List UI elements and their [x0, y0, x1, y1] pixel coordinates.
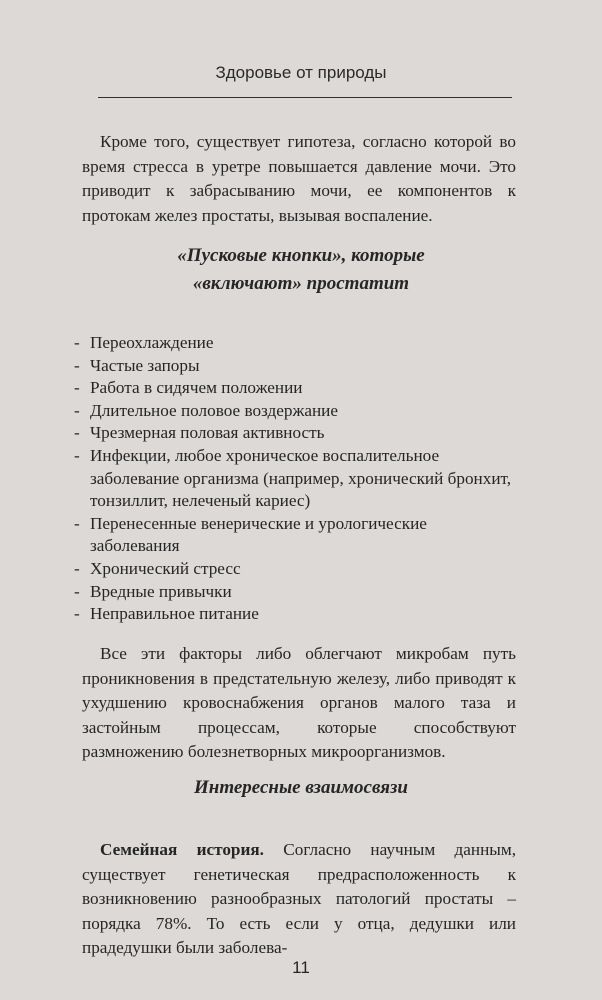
list-item-text: Неправильное питание [90, 604, 259, 624]
list-item-text: Частые запоры [90, 355, 200, 375]
running-head: Здоровье от природы [215, 63, 387, 82]
section-heading-triggers [60, 242, 542, 298]
list-item [74, 581, 516, 604]
list-item [74, 332, 516, 355]
header-rule [98, 97, 512, 98]
heading-line-2: «включают» простатит [192, 273, 410, 294]
paragraph-stress-hypothesis: Кроме того, существует гипотеза, согласно которой во время стресса в уретре повышается давление мочи. Это приводит к забрасыванию мочи, ее компонентов к протокам желез простаты, вызывая воспаление. [82, 132, 516, 225]
bullet-dash: - [74, 400, 80, 420]
bullet-dash: - [74, 333, 80, 352]
bullet-dash: - [74, 378, 80, 398]
list-item [74, 445, 516, 513]
bullet-dash: - [74, 423, 80, 443]
list-item [74, 422, 516, 445]
list-item [74, 603, 516, 626]
bullet-dash: - [74, 513, 80, 533]
list-item [74, 355, 516, 378]
paragraph-lead: Семейная история. [100, 840, 264, 859]
trigger-list [74, 332, 516, 626]
bullet-dash: - [74, 445, 80, 465]
bullet-dash: - [74, 355, 80, 375]
list-item-text: Вредные привычки [90, 581, 232, 601]
list-item-text: Чрезмерная половая активность [90, 423, 325, 443]
list-item-text: Хронический стресс [90, 558, 241, 578]
list-item-text: Работа в сидячем положении [90, 378, 303, 398]
page-number: 11 [292, 958, 310, 977]
paragraph-body: Согласно научным данным, существует генетическая предрасположенность к возникновению разнообразных патологий простаты – порядка 78%. То есть если у отца, дедушки или прадедушки были заболева- [82, 840, 517, 957]
section-heading-relationships: Интересные взаимосвязи [194, 777, 408, 798]
list-item [74, 400, 516, 423]
list-item-text: Длительное половое воздержание [90, 400, 339, 420]
paragraph-factors: Все эти факторы либо облегчают микробам путь проникновения в предстательную железу, либо приводят к ухудшению кровоснабжения органов малого таза и застойным процессам, которые способствуют размножению болезнетворных микроорганизмов. [82, 644, 516, 761]
list-item [74, 513, 516, 558]
bullet-dash: - [74, 604, 80, 624]
bullet-dash: - [74, 558, 80, 578]
list-item [74, 377, 516, 400]
paragraph-family-history [82, 838, 516, 961]
list-item-text: Переохлаждение [90, 333, 214, 352]
bullet-dash: - [74, 581, 80, 601]
list-item [74, 558, 516, 581]
heading-line-1: «Пусковые кнопки», которые [177, 245, 425, 266]
list-item-text: Инфекции, любое хроническое воспалительное заболевание организма (например, хронический бронхит, тонзиллит, нелеченый кариес) [90, 445, 512, 511]
list-item-text: Перенесенные венерические и урологические заболевания [90, 513, 427, 556]
